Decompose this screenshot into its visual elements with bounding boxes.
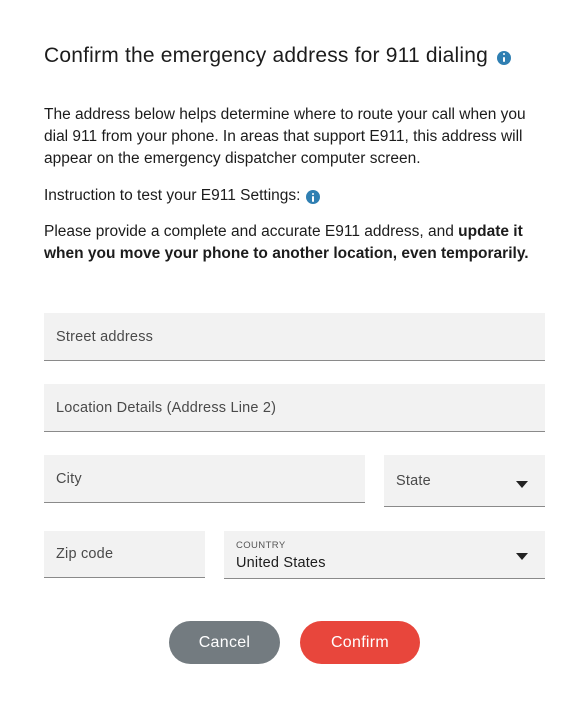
info-icon[interactable]	[497, 51, 511, 65]
instruction-text: Instruction to test your E911 Settings:	[44, 187, 301, 204]
instruction-info-icon[interactable]	[306, 190, 320, 204]
zip-code-placeholder: Zip code	[56, 546, 114, 562]
country-value: United States	[236, 555, 326, 571]
city-placeholder: City	[56, 470, 82, 487]
notice-prefix: Please provide a complete and accurate E911 address, and	[44, 223, 459, 240]
notice-text	[44, 221, 544, 265]
country-select[interactable]	[224, 531, 545, 579]
zip-code-field[interactable]	[44, 531, 205, 578]
chevron-down-icon	[516, 553, 528, 560]
cancel-button[interactable]: Cancel	[169, 621, 280, 664]
description-text: The address below helps determine where to route your call when you dial 911 from your phone. In areas that support E911, this address will appear on the emergency dispatcher computer screen.	[44, 106, 526, 167]
instruction-row	[44, 185, 544, 207]
city-field[interactable]	[44, 455, 365, 503]
confirm-button[interactable]: Confirm	[300, 621, 420, 664]
country-label: COUNTRY	[236, 540, 286, 551]
street-address-field[interactable]	[44, 313, 545, 361]
chevron-down-icon	[516, 481, 528, 488]
street-address-placeholder: Street address	[56, 328, 154, 345]
dialog-title-row	[44, 44, 511, 68]
dialog-title: Confirm the emergency address for 911 dialing	[44, 44, 489, 67]
location-details-field[interactable]	[44, 384, 545, 432]
notice-bold: update it when you move your phone to another location, even temporarily.	[44, 223, 529, 262]
location-details-placeholder: Location Details (Address Line 2)	[56, 399, 277, 416]
state-select[interactable]	[384, 455, 545, 507]
state-placeholder: State	[396, 472, 431, 489]
